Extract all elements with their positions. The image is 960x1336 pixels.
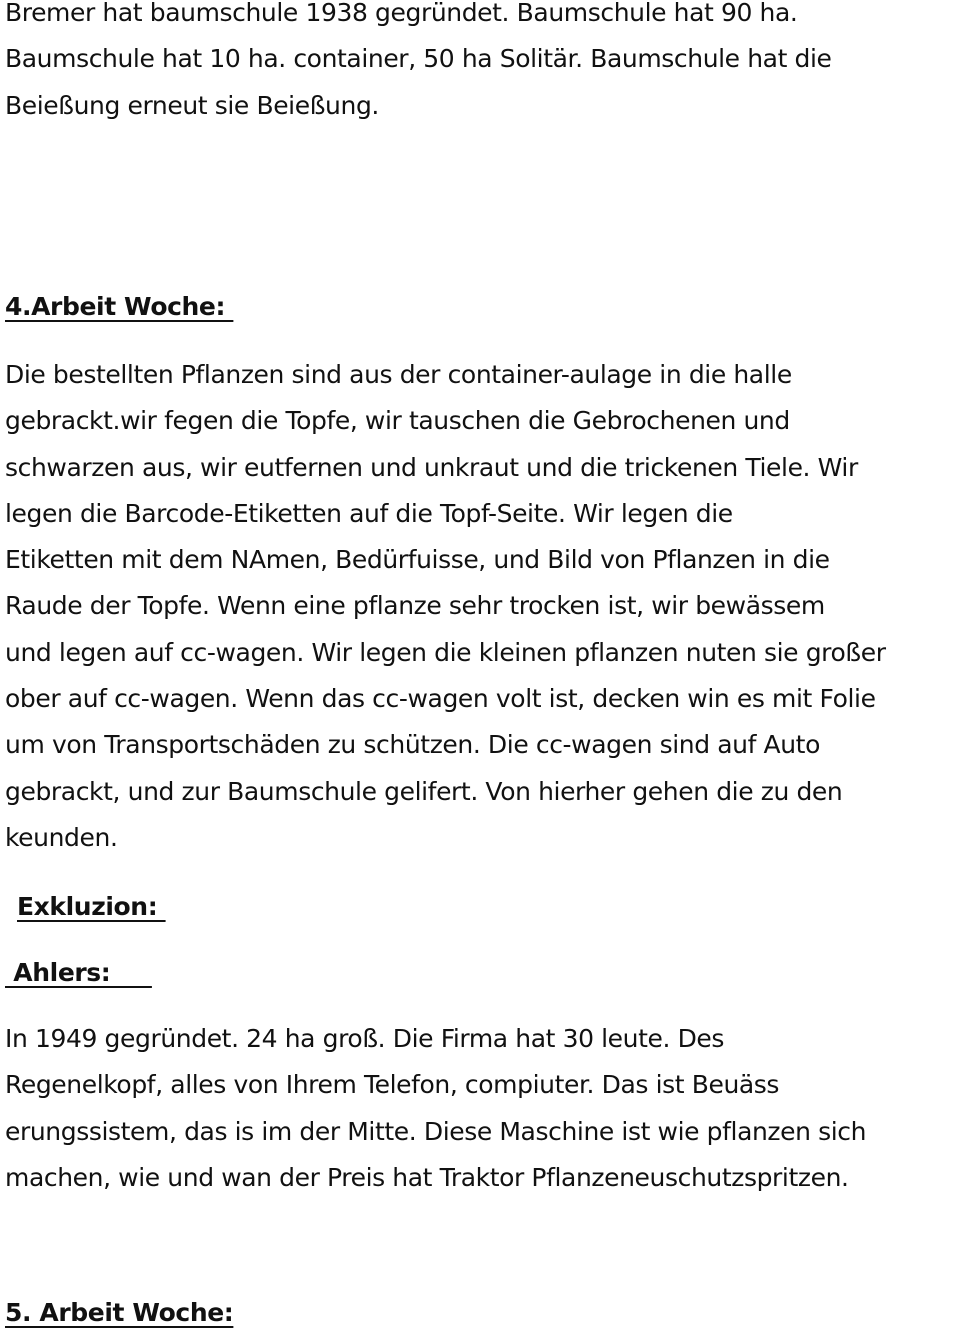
text-line: erungssistem, das is im der Mitte. Diese Maschine ist wie pflanzen sich bbox=[5, 1116, 867, 1146]
text-line: Die bestellten Pflanzen sind aus der container-aulage in die halle bbox=[5, 360, 792, 389]
text-line: machen, wie und wan der Preis hat Traktor Pflanzeneuschutzspritzen. bbox=[5, 1162, 849, 1192]
week4-heading: 4.Arbeit Woche: bbox=[5, 292, 234, 321]
text-line: Etiketten mit dem NAmen, Bedürfuisse, und Bild von Pflanzen in die bbox=[5, 545, 830, 575]
week5-heading: 5. Arbeit Woche: bbox=[5, 1298, 234, 1327]
exclusion-heading: Exkluzion: bbox=[17, 892, 166, 921]
text-line: legen die Barcode-Etiketten auf die Topf-Seite. Wir legen die bbox=[5, 498, 733, 528]
text-line: gebrackt, und zur Baumschule gelifert. Von hierher gehen die zu den bbox=[5, 776, 843, 806]
text-line: um von Transportschäden zu schützen. Die cc-wagen sind auf Auto bbox=[5, 730, 820, 760]
text-line: Beießung erneut sie Beießung. bbox=[5, 90, 379, 120]
text-line: In 1949 gegründet. 24 ha groß. Die Firma hat 30 leute. Des bbox=[5, 1024, 725, 1053]
text-line: gebrackt.wir fegen die Topfe, wir tauschen die Gebrochenen und bbox=[5, 406, 790, 436]
ahlers-heading: Ahlers: bbox=[5, 958, 152, 987]
text-line: ober auf cc-wagen. Wenn das cc-wagen volt ist, decken win es mit Folie bbox=[5, 684, 876, 714]
text-line: schwarzen aus, wir eutfernen und unkraut und die trickenen Tiele. Wir bbox=[5, 452, 858, 482]
text-line: keunden. bbox=[5, 822, 118, 852]
text-line: Regenelkopf, alles von Ihrem Telefon, compiuter. Das ist Beuäss bbox=[5, 1070, 780, 1100]
text-line: Bremer hat baumschule 1938 gegründet. Baumschule hat 90 ha. bbox=[5, 0, 798, 27]
text-line: Raude der Topfe. Wenn eine pflanze sehr trocken ist, wir bewässem bbox=[5, 591, 825, 621]
week4-paragraph bbox=[5, 352, 886, 861]
ahlers-paragraph bbox=[5, 1016, 866, 1201]
intro-paragraph bbox=[5, 0, 832, 129]
text-line: und legen auf cc-wagen. Wir legen die kleinen pflanzen nuten sie großer bbox=[5, 637, 886, 667]
text-line: Baumschule hat 10 ha. container, 50 ha Solitär. Baumschule hat die bbox=[5, 44, 832, 74]
